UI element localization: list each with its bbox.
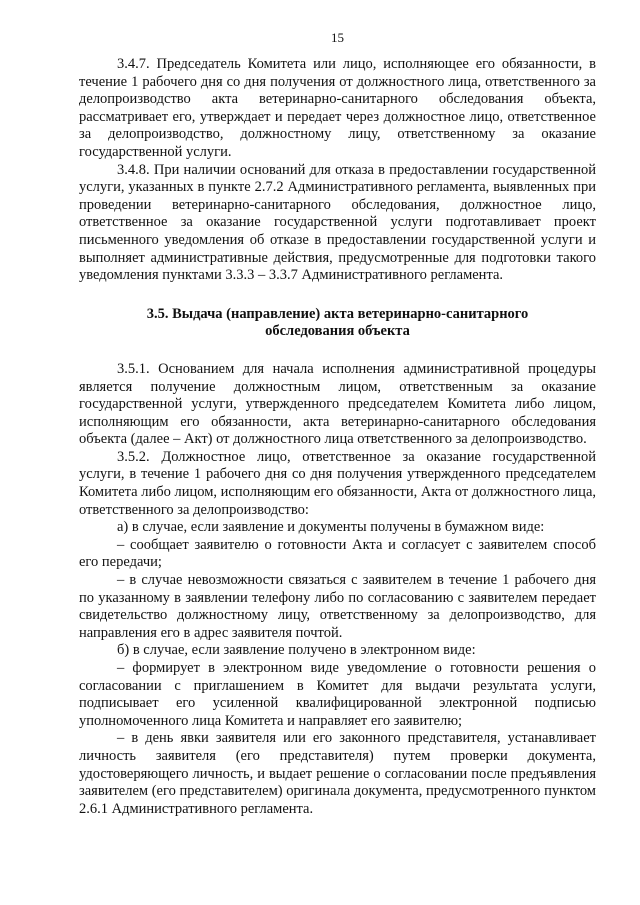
paragraph-3-5-2: 3.5.2. Должностное лицо, ответственное за оказание государственной услуги, в течение 1 рабочего дня со дня получения утвержденного председателем Комитета либо лицом, исполняющим его обязанности, Акта от должностного лица, ответственного за делопроизводство: (79, 448, 596, 518)
section-heading-line-1: 3.5. Выдача (направление) акта ветеринарно-санитарного (146, 305, 529, 322)
paragraph-3-4-7: 3.4.7. Председатель Комитета или лицо, исполняющее его обязанности, в течение 1 рабочего дня со дня получения от должностного лица, ответственного за делопроизводство акта ветеринарно-санитарного обследования объекта, рассматривает его, утверждает и передает через должностное лицо, ответственное за делопроизводство, должностному лицу, ответственному за оказание государственной услуги. (79, 56, 596, 160)
paragraph-3-5-1: 3.5.1. Основанием для начала исполнения административной процедуры является получение должностным лицом, ответственным за оказание государственной услуги, утвержденного председателем Комитета либо лицом, исполняющим его обязанности, акта ветеринарно-санитарного обследования объекта (далее – Акт) от должностного лица ответственного за делопроизводство. (79, 360, 596, 448)
section-heading-line-2: обследования объекта (265, 323, 410, 340)
list-item-b-dash-1: – формирует в электронном виде уведомление о готовности решения о согласовании с приглашением в Комитет для выдачи результата услуги, подписывает его усиленной квалифицированной электронной подписью уполномоченного лица Комитета и направляет его заявителю; (79, 660, 596, 729)
list-item-b: б) в случае, если заявление получено в электронном виде: (117, 642, 476, 659)
paragraph-3-4-8: 3.4.8. При наличии оснований для отказа в предоставлении государственной услуги, указанных в пункте 2.7.2 Административного регламента, выявленных при проведении ветеринарно-санитарного обследования, должностное лицо, ответственное за оказание государственной услуги подготавливает проект письменного уведомления об отказе в предоставлении государственной услуги и выполняет административные действия, предусмотренные для подготовки такого уведомления пунктами 3.3.3 – 3.3.7 Административного регламента. (79, 161, 596, 284)
section-heading-3-5 (79, 306, 596, 341)
list-item-a: а) в случае, если заявление и документы получены в бумажном виде: (117, 519, 545, 536)
page-number: 15 (331, 30, 344, 45)
list-item-a-dash-2: – в случае невозможности связаться с заявителем в течение 1 рабочего дня по указанному в заявлении телефону либо по согласованию с заявителем передает свидетельство должностному лицу, ответственному за делопроизводство, для направления его в адрес заявителя почтой. (79, 572, 596, 641)
list-item-b-dash-2: – в день явки заявителя или его законного представителя, устанавливает личность заявителя (его представителя) путем проверки документа, удостоверяющего личность, и выдает решение о согласовании после предъявления заявителем (его представителем) оригинала документа, предусмотренного пунктом 2.6.1 Административного регламента. (79, 730, 596, 817)
list-item-a-dash-1: – сообщает заявителю о готовности Акта и согласует с заявителем способ его передачи; (79, 536, 596, 571)
